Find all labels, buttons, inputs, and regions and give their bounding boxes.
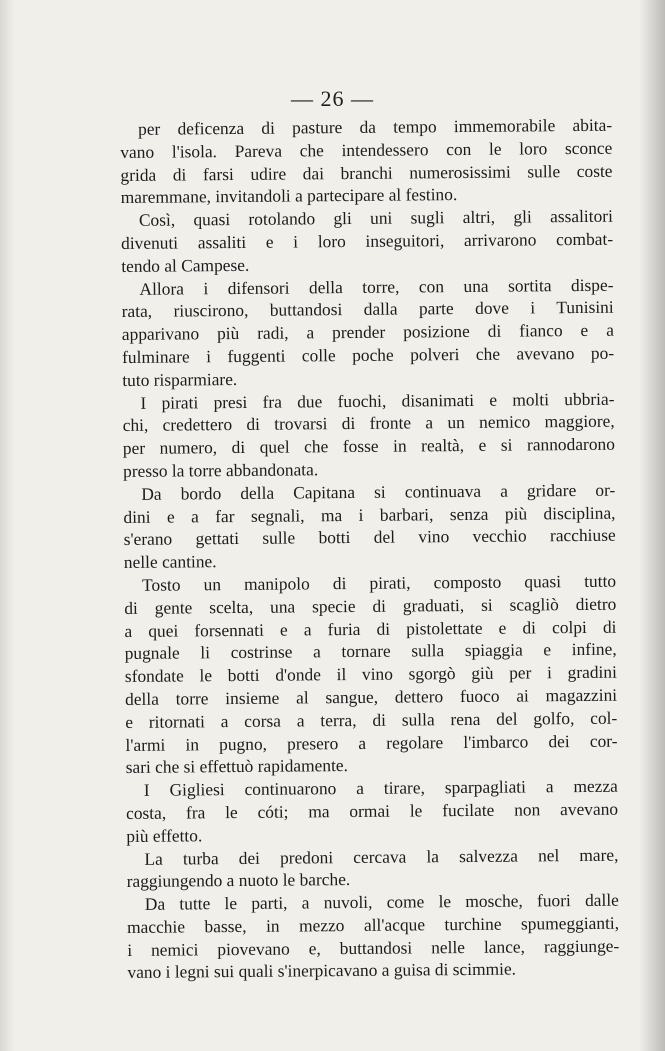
- paragraph: [126, 843, 618, 893]
- page-number: — 26 —: [291, 86, 374, 111]
- text-line: divenuti assaliti e i loro inseguitori, arrivarono combat-: [121, 228, 614, 253]
- text-line: sfondate le botti d'onde il vino sgorgò giù per i gradini: [124, 661, 617, 687]
- text-line: costa, fra le cóti; ma ormai le fucilate non avevano: [125, 798, 619, 823]
- text-line: di gente scelta, una specie di graduati, si scagliò dietro: [124, 593, 617, 618]
- text-line: nelle cantine.: [123, 551, 217, 573]
- paragraph: [127, 889, 620, 984]
- text-line: apparivano più radi, a prender posizione di fianco e a: [121, 319, 614, 345]
- text-line: I Gigliesi continuarono a tirare, sparpagliati a mezza: [143, 775, 618, 800]
- text-line: s'erano gettati sulle botti del vino vecchio racchiuse: [123, 525, 616, 550]
- text-line: i nemici piovevano e, buttandosi nelle lance, raggiunge-: [127, 935, 620, 960]
- text-line: La turba dei predoni cercava la salvezza nel mare,: [144, 844, 619, 869]
- text-line: per deficenza di pasture da tempo immemorabile abita-: [138, 114, 613, 139]
- text-line: fulminare i fuggenti colle poche polveri che avevano po-: [121, 342, 615, 367]
- paragraph: [120, 114, 613, 209]
- text-line: pugnale li costrinse a tornare sulla spiaggia e infine,: [124, 639, 617, 664]
- text-line: I pirati presi fra due fuochi, disanimati e molti ubbria-: [140, 388, 615, 413]
- text-line: Da tutte le parti, a nuvoli, come le mosche, fuori dalle: [144, 889, 619, 914]
- text-line: vano i legni sui quali s'inerpicavano a guisa di scimmie.: [127, 959, 517, 983]
- text-line: e ritornati a corsa a terra, di sulla rena del golfo, col-: [125, 707, 618, 732]
- text-line: raggiungendo a nuoto le barche.: [126, 869, 351, 892]
- text-line: vano l'isola. Pareva che intendessero con le loro sconce: [120, 137, 613, 162]
- text-line: a quei forsennati e a furia di pistolettate e di colpi di: [124, 616, 617, 641]
- text-line: più effetto.: [126, 825, 203, 846]
- text-line: tendo al Campese.: [121, 254, 250, 276]
- right-edge-shadow: [639, 0, 665, 1051]
- text-line: macchie basse, in mezzo all'acque turchine spumeggianti,: [126, 912, 620, 937]
- text-line: maremmane, invitandoli a partecipare al festino.: [120, 184, 458, 208]
- body-text: [120, 114, 620, 985]
- text-line: presso la torre abbandonata.: [122, 459, 319, 481]
- paragraph: [121, 205, 614, 278]
- left-gutter-shadow: [0, 0, 14, 1051]
- paragraph: [122, 387, 615, 482]
- text-line: Allora i difensori della torre, con una sortita dispe-: [139, 274, 614, 299]
- text-line: sari che si effettuò rapidamente.: [125, 755, 349, 778]
- paragraph: [123, 478, 616, 573]
- paragraph: [121, 273, 614, 391]
- text-line: dini e a far segnali, ma i barbari, senza più disciplina,: [123, 502, 616, 527]
- text-line: chi, credettero di trovarsi di fronte a un nemico maggiore,: [122, 411, 615, 436]
- text-line: Da bordo della Capitana si continuava a gridare or-: [141, 479, 616, 504]
- text-line: per numero, di quel che fosse in realtà, e si rannodarono: [122, 433, 615, 459]
- text-line: Tosto un manipolo di pirati, composto quasi tutto: [141, 570, 617, 595]
- paragraph: [124, 570, 618, 779]
- paragraph: [126, 775, 619, 848]
- text-line: l'armi in pugno, presero a regolare l'imbarco dei cor-: [125, 730, 618, 755]
- text-line: della torre insieme al sangue, dettero fuoco ai magazzini: [124, 684, 618, 709]
- text-line: grida di farsi udire dai branchi numerosissimi sulle coste: [120, 160, 613, 185]
- text-line: Così, quasi rotolando gli uni sugli altri, gli assalitori: [138, 205, 613, 231]
- text-line: tuto risparmiare.: [122, 368, 238, 390]
- text-line: rata, riuscirono, buttandosi dalla parte dove i Tunisini: [121, 297, 614, 322]
